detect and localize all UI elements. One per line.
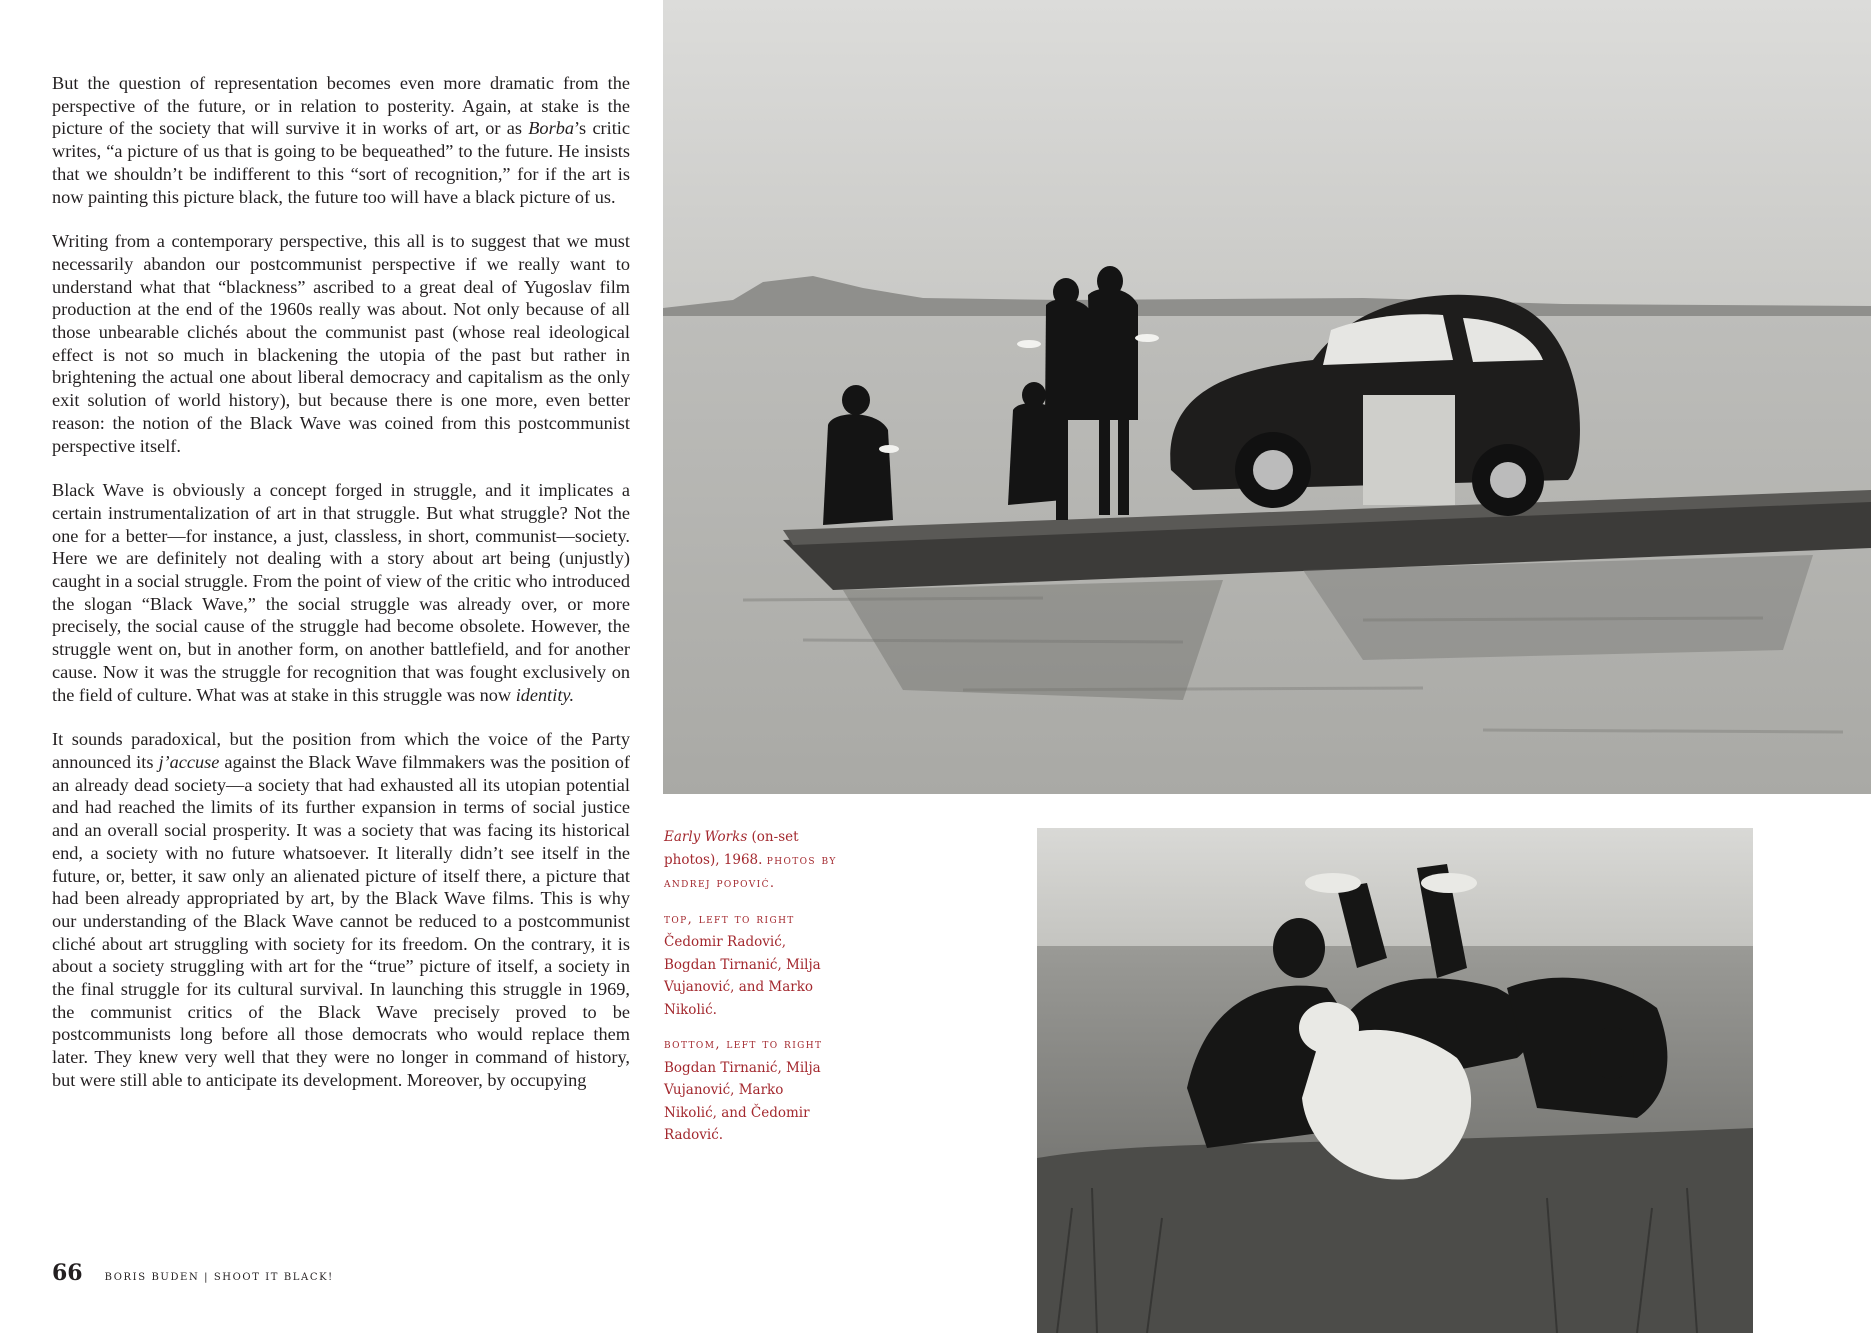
caption-top bbox=[664, 908, 840, 1022]
page-number: 66 bbox=[52, 1260, 83, 1286]
photo-raft-on-river bbox=[663, 0, 1871, 794]
caption-title-rest: (on-set photos), 1968. bbox=[664, 829, 799, 868]
caption-film-title: Early Works bbox=[664, 829, 748, 845]
caption-top-names: Čedomir Radović, Bogdan Tirnanić, Milja Vujanović, and Marko Nikolić. bbox=[664, 934, 821, 1018]
body-text-column bbox=[52, 72, 630, 1092]
page-footer bbox=[52, 1260, 334, 1292]
caption-title bbox=[664, 826, 840, 896]
photo-group-in-grass bbox=[1037, 828, 1753, 1333]
photo-raft-illustration bbox=[663, 0, 1871, 794]
photo-grass-illustration bbox=[1037, 828, 1753, 1333]
paragraph-4-text-b: against the Black Wave filmmakers was the position of an already dead society—a society that had exhausted all its utopian potential and had reached the limits of its further expansion in terms of social justice and an overall social prosperity. It was a society that was facing its historical end, a society with no future whatsoever. It literally didn’t see itself in the future, or, better, it saw only an alienated picture of itself there, a picture that had been already appropriated by art, by the Black Wave films. This is why our understanding of the Black Wave cannot be reduced to a postcommunist cliché about art struggling with society for its freedom. On the contrary, it is about a society struggling with art for the “true” picture of itself, a society in the final struggle for its cultural survival. In launching this struggle in 1969, the communist critics of the Black Wave precisely proved to be postcommunists long before all those democrats who would replace them later. They knew very well that they were no longer in command of history, but were still able to anticipate its development. Moreover, by occupying bbox=[52, 751, 630, 1090]
paragraph-1-text-a: But the question of representation becomes even more dramatic from the perspective of the future, or in relation to posterity. Again, at stake is the picture of the society that will survive it in works of art, or as bbox=[52, 73, 630, 139]
paragraph-3-identity: identity. bbox=[515, 684, 575, 705]
caption-bottom-names: Bogdan Tirnanić, Milja Vujanović, Marko Nikolić, and Čedomir Radović. bbox=[664, 1059, 821, 1143]
paragraph-4 bbox=[52, 728, 630, 1091]
paragraph-1-borba: Borba bbox=[528, 118, 574, 139]
paragraph-1 bbox=[52, 72, 630, 208]
paragraph-1-text-b: ’s critic writes, “a picture of us that is going to be bequeathed” to the future. He insists that we shouldn’t be indifferent to this “sort of recognition,” for if the art is now painting this picture black, the future too will have a black picture of us. bbox=[52, 118, 630, 207]
paragraph-3-text-a: Black Wave is obviously a concept forged in struggle, and it implicates a certain instrumentalization of art in that struggle. But what struggle? Not the one for a better—for instance, a just, classless, in short, communist—society. Here we are definitely not dealing with a story about art being (unjustly) caught in a social struggle. From the point of view of the critic who introduced the slogan “Black Wave,” the social struggle was already over, or more precisely, the social cause of the struggle had become obsolete. However, the struggle went on, but in another form, on another battlefield, and for another cause. Now it was the struggle for recognition that was fought exclusively on the field of culture. What was at stake in this struggle was now bbox=[52, 480, 630, 705]
running-head: BORIS BUDEN | SHOOT IT BLACK! bbox=[104, 1272, 334, 1283]
caption-bottom-label: bottom, left to right bbox=[664, 1037, 823, 1052]
paragraph-2: Writing from a contemporary perspective, this all is to suggest that we must necessarily abandon our postcommunist perspective if we really want to understand what that “blackness” ascribed to a great deal of Yugoslav film production at the end of the 1960s really was about. Not only because of all those unbearable clichés about the communist past (whose real ideological effect is not so much in blackening the utopia of the past but rather in brightening the actual one about liberal democracy and capitalism as the only exit solution of world history), but because there is one more, even better reason: the notion of the Black Wave was coined from this postcommunist perspective itself. bbox=[52, 231, 630, 456]
caption-credit: photos by andrej popović. bbox=[664, 852, 837, 891]
paragraph-3 bbox=[52, 479, 630, 706]
caption-bottom bbox=[664, 1033, 840, 1147]
paragraph-4-jaccuse: j’accuse bbox=[158, 751, 220, 772]
caption-top-label: top, left to right bbox=[664, 911, 795, 927]
photo-caption bbox=[664, 826, 840, 1159]
paragraph-4-text-a: It sounds paradoxical, but the position from which the voice of the Party announced its bbox=[52, 729, 630, 772]
